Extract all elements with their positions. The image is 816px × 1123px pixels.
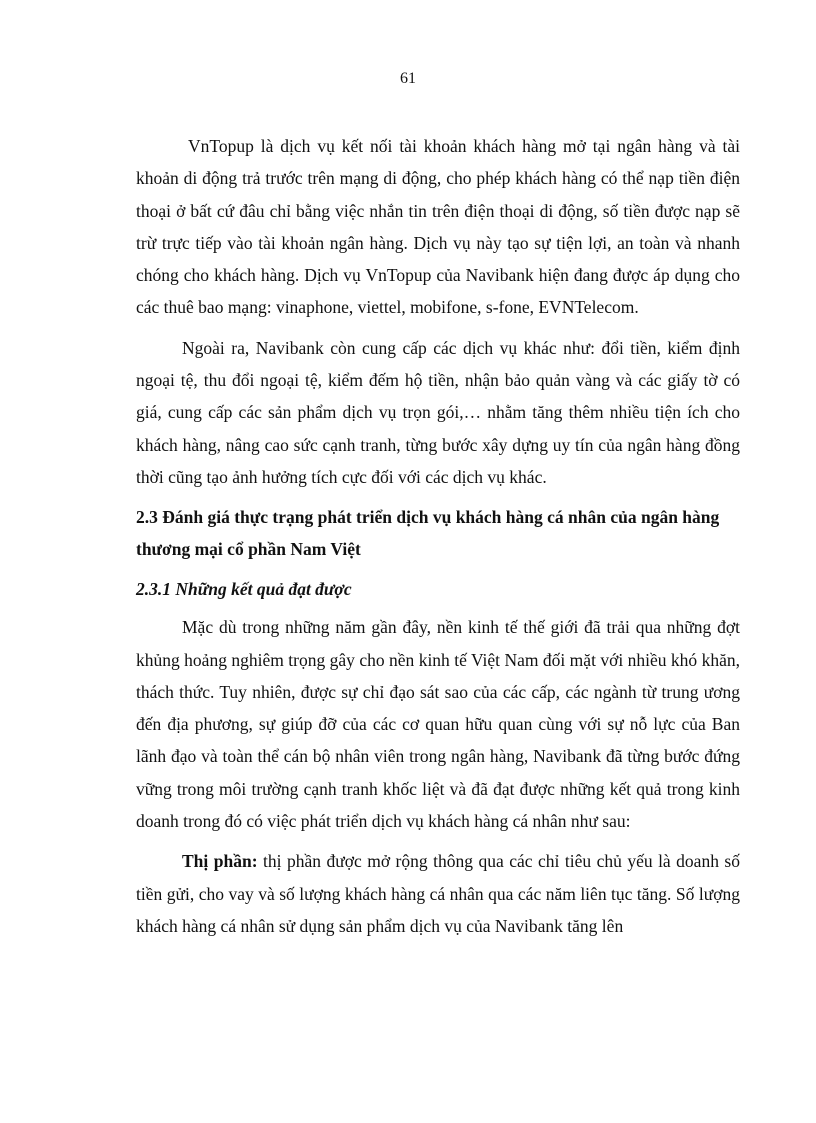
- paragraph-other-services: Ngoài ra, Navibank còn cung cấp các dịch vụ khác như: đổi tiền, kiểm định ngoại tệ, thu đổi ngoại tệ, kiểm đếm hộ tiền, nhận bảo quản vàng và các giấy tờ có giá, cung cấp các sản phẩm dịch vụ trọn gói,… nhằm tăng thêm nhiều tiện ích cho khách hàng, nâng cao sức cạnh tranh, từng bước xây dựng uy tín của ngân hàng đồng thời cũng tạo ảnh hưởng tích cực đối với các dịch vụ khác.: [136, 337, 740, 487]
- page-number: 61: [400, 70, 416, 87]
- paragraph-market-share: [136, 845, 740, 942]
- paragraph-vntopup: VnTopup là dịch vụ kết nối tài khoản khách hàng mở tại ngân hàng và tài khoản di động trả trước trên mạng di động, cho phép khách hàng có thể nạp tiền điện thoại ở bất cứ đâu chỉ bằng việc nhắn tin trên điện thoại di động, số tiền được nạp sẽ trừ trực tiếp vào tài khoản ngân hàng. Dịch vụ này tạo sự tiện lợi, an toàn và nhanh chóng cho khách hàng. Dịch vụ VnTopup của Navibank hiện đang được áp dụng cho các thuê bao mạng: vinaphone, viettel, mobifone, s-fone, EVNTelecom.: [136, 136, 740, 318]
- section-heading: 2.3 Đánh giá thực trạng phát triển dịch vụ khách hàng cá nhân của ngân hàng thương mại cổ phần Nam Việt: [136, 507, 720, 560]
- subsection-heading: 2.3.1 Những kết quả đạt được: [136, 579, 352, 600]
- market-share-text: thị phần được mở rộng thông qua các chỉ tiêu chủ yếu là doanh số tiền gửi, cho vay và số lượng khách hàng cá nhân qua các năm liên tục tăng. Số lượng khách hàng cá nhân sử dụng sản phẩm dịch vụ của Navibank tăng lên: [136, 851, 740, 936]
- paragraph-results: Mặc dù trong những năm gần đây, nền kinh tế thế giới đã trải qua những đợt khủng hoảng nghiêm trọng gây cho nền kinh tế Việt Nam đối mặt với nhiều khó khăn, thách thức. Tuy nhiên, được sự chỉ đạo sát sao của các cấp, các ngành từ trung ương đến địa phương, sự giúp đỡ của các cơ quan hữu quan cùng với sự nỗ lực của Ban lãnh đạo và toàn thể cán bộ nhân viên trong ngân hàng, Navibank đã từng bước đứng vững trong môi trường cạnh tranh khốc liệt và đã đạt được những kết quả trong kinh doanh trong đó có việc phát triển dịch vụ khách hàng cá nhân như sau:: [136, 617, 740, 832]
- page-content: [136, 130, 740, 950]
- market-share-label: Thị phần:: [182, 851, 258, 872]
